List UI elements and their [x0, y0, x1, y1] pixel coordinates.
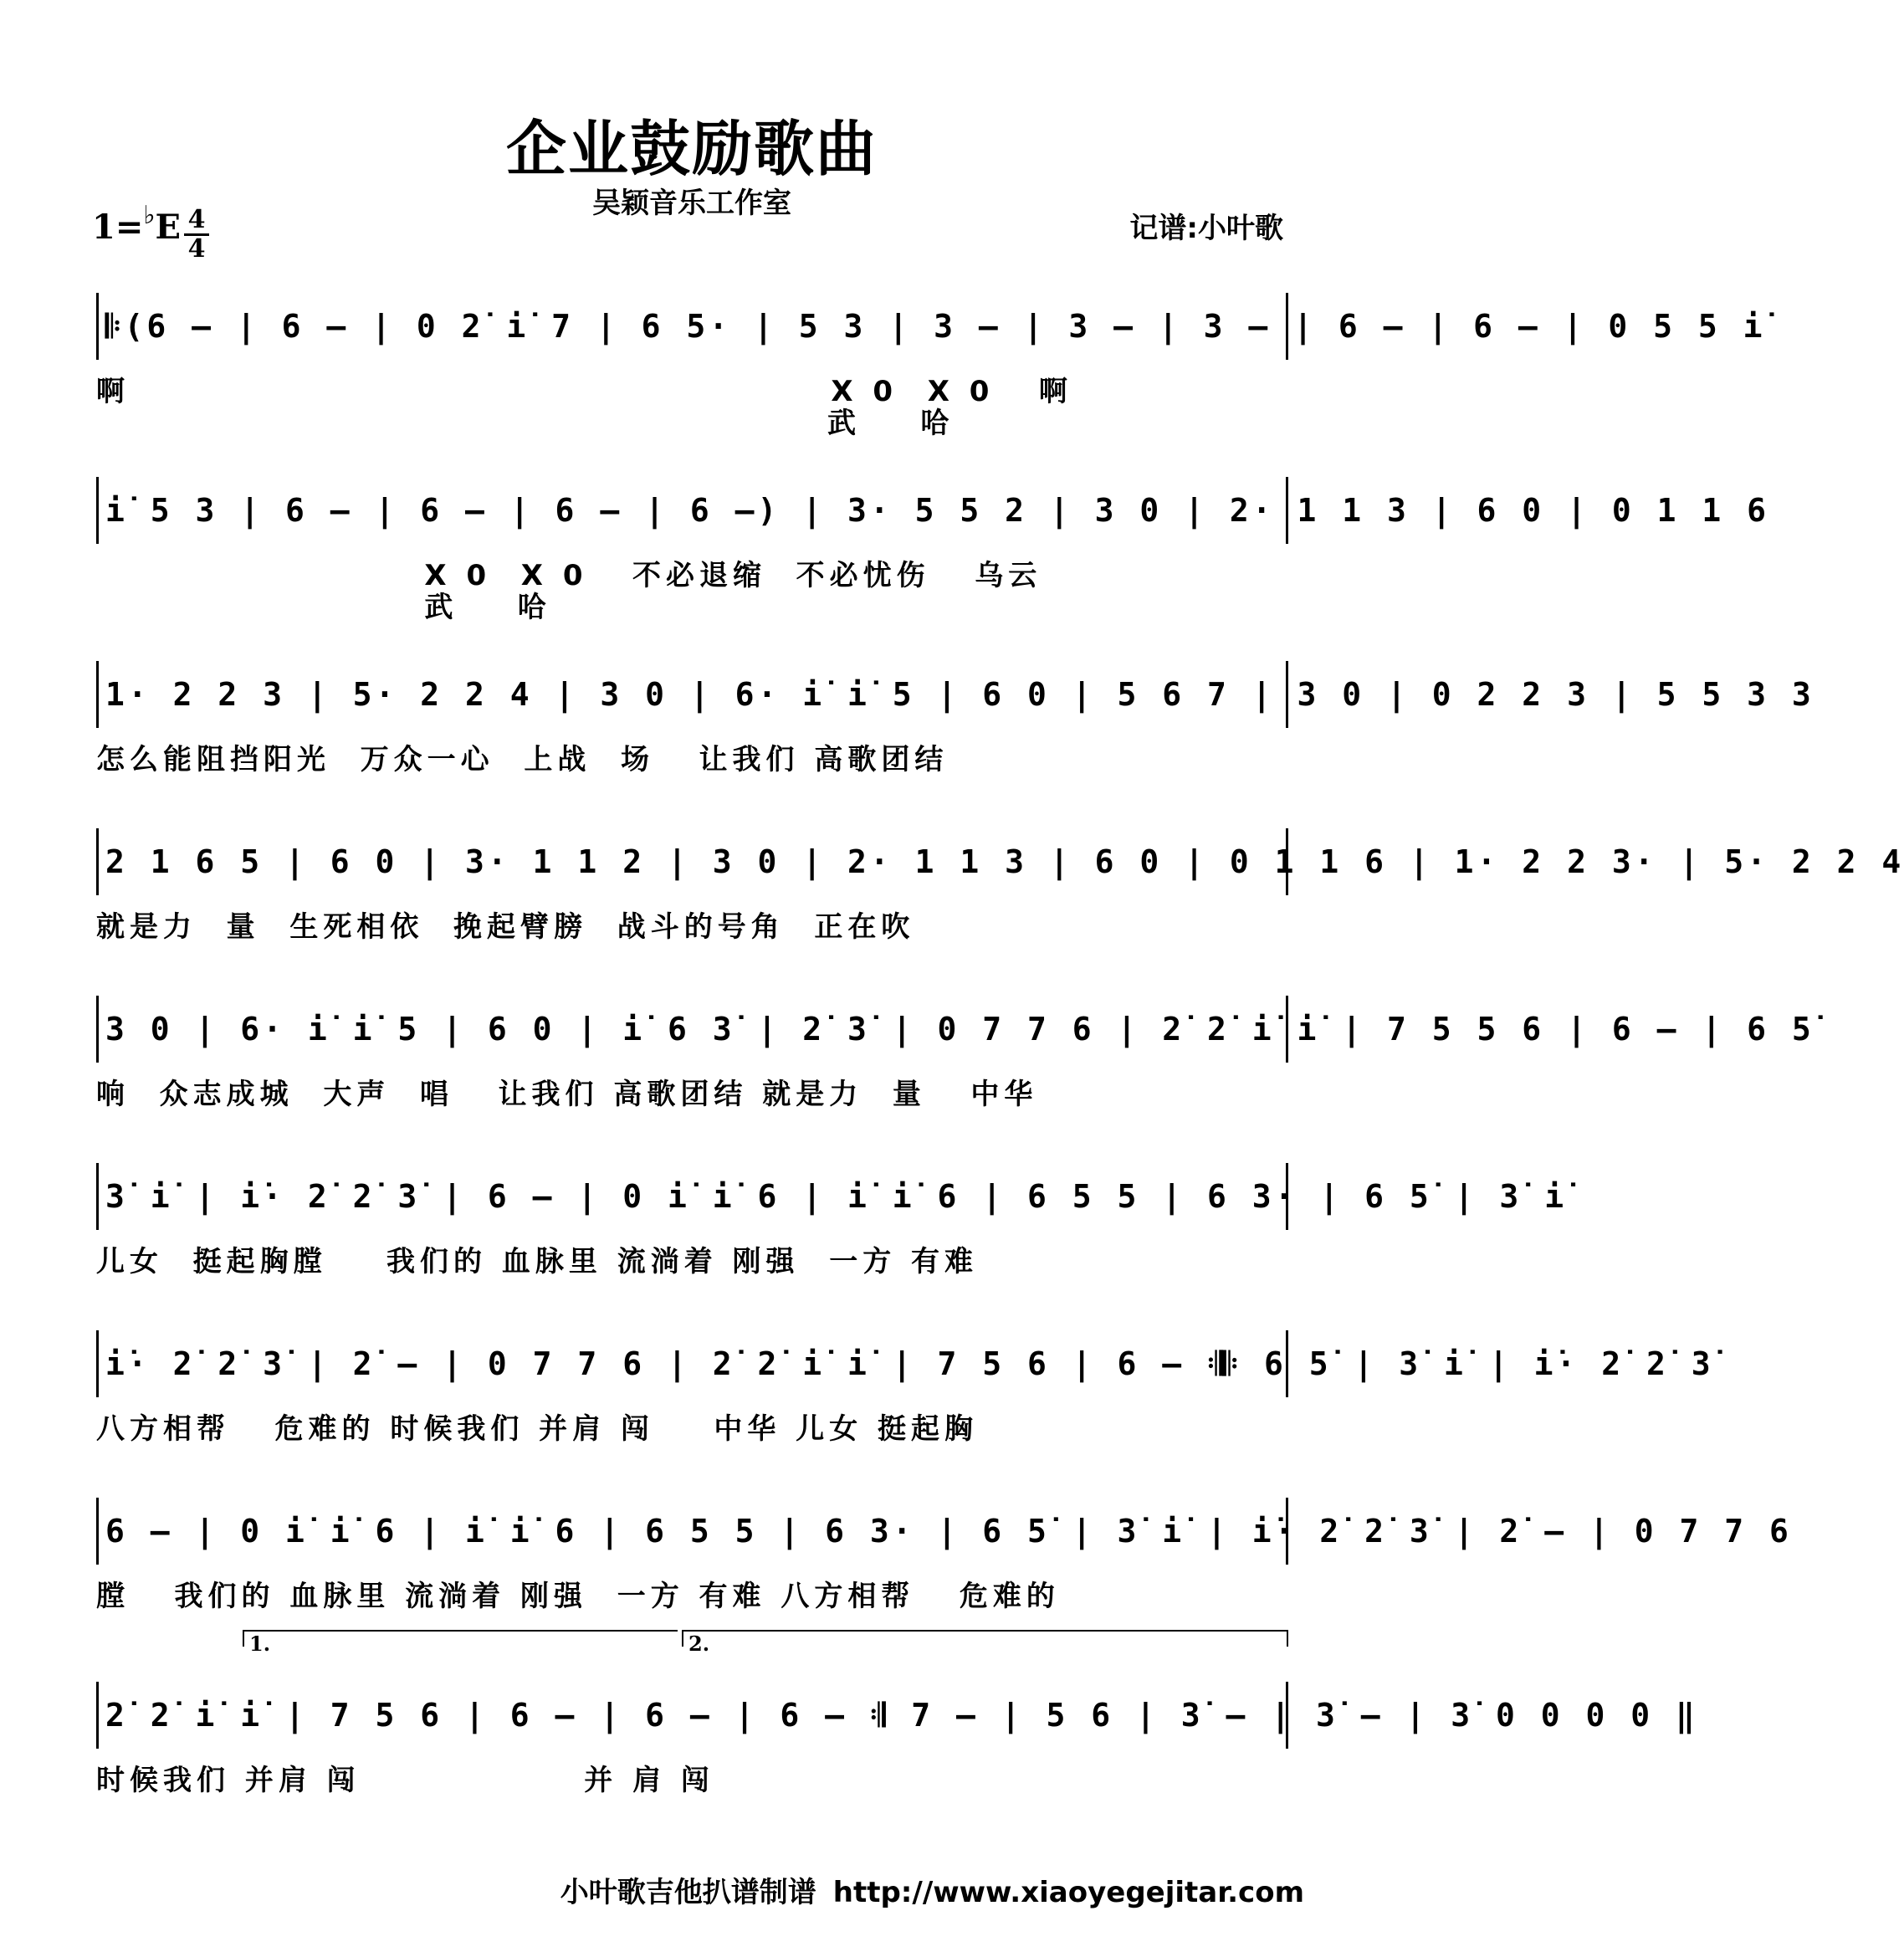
- lyrics-line-2: 武 哈: [96, 407, 955, 440]
- notation-line: 2̇ 2̇ i̇ i̇ | 7 5 6 | 6 – | 6 – | 6 – 𝄇 7 – | 5 6 | 3̇ – | 3̇ – | 3̇ 0 0 0 0 ‖: [96, 1682, 1288, 1749]
- lyrics-line: 响 众志成城 大声 唱 让我们 高歌团结 就是力 量 中华: [96, 1078, 1038, 1111]
- first-ending-bracket: 1.: [243, 1630, 678, 1647]
- lyrics-line: 怎么能阻挡阳光 万众一心 上战 场 让我们 高歌团结: [96, 743, 949, 776]
- notation-line: i̇ 5 3 | 6 – | 6 – | 6 – | 6 –) | 3· 5 5 2 | 3 0 | 2· 1 1 3 | 6 0 | 0 1 1 6: [96, 477, 1288, 544]
- lyrics-line-2: 武 哈: [96, 591, 551, 624]
- notation-line: 3̇ i̇ | i̇· 2̇ 2̇ 3̇ | 6 – | 0 i̇ i̇ 6 | i̇ i̇ 6 | 6 5 5 | 6 3· | 6 5̇ | 3̇ i̇: [96, 1163, 1288, 1230]
- notation-line: 𝄆(6 – | 6 – | 0 2̇ i̇ 7 | 6 5· | 5 3 | 3 – | 3 – | 3 – | 6 – | 6 – | 0 5 5 i̇: [96, 293, 1288, 360]
- key-prefix: 1=: [92, 207, 144, 247]
- credit-text: 小叶歌吉他扒谱制谱: [560, 1876, 816, 1909]
- flat-symbol: ♭: [143, 201, 156, 230]
- transcriber: 记谱:小叶歌: [1129, 212, 1283, 245]
- second-ending-bracket: 2.: [682, 1630, 1288, 1647]
- time-top: 4: [187, 205, 206, 234]
- lyrics-line: 膛 我们的 血脉里 流淌着 刚强 一方 有难 八方相帮 危难的: [96, 1580, 1060, 1613]
- lyrics-line: X 0 X 0 不必退缩 不必忧伤 乌云: [96, 559, 1042, 592]
- lyrics-line: 时候我们 并肩 闯 并 肩 闯: [96, 1764, 714, 1797]
- lyrics-line: 啊 X 0 X 0 啊: [96, 375, 1072, 408]
- notation-line: i̇· 2̇ 2̇ 3̇ | 2̇ – | 0 7 7 6 | 2̇ 2̇ i̇ i̇ | 7 5 6 | 6 – 𝄇𝄆 6 5̇ | 3̇ i̇ | i̇· 2̇ 2̇ 3̇: [96, 1330, 1288, 1397]
- notation-line: 6 – | 0 i̇ i̇ 6 | i̇ i̇ 6 | 6 5 5 | 6 3· | 6 5̇ | 3̇ i̇ | i̇· 2̇ 2̇ 3̇ | 2̇ – | 0 7 7 6: [96, 1498, 1288, 1565]
- lyrics-line: 儿女 挺起胸膛 我们的 血脉里 流淌着 刚强 一方 有难: [96, 1245, 979, 1278]
- site-url[interactable]: http://www.xiaoyegejitar.com: [832, 1876, 1304, 1909]
- notation-line: 2 1 6 5 | 6 0 | 3· 1 1 2 | 3 0 | 2· 1 1 3 | 6 0 | 0 1 1 6 | 1· 2 2 3· | 5· 2 2 4: [96, 828, 1288, 895]
- footer-credit: [544, 1869, 1304, 1910]
- song-title: 企业鼓励歌曲: [505, 114, 878, 184]
- notation-line: 1· 2 2 3 | 5· 2 2 4 | 3 0 | 6· i̇ i̇ 5 | 6 0 | 5 6 7 | 3 0 | 0 2 2 3 | 5 5 3 3: [96, 661, 1288, 728]
- lyrics-line: 就是力 量 生死相依 挽起臂膀 战斗的号角 正在吹: [96, 910, 915, 944]
- key-note: E: [155, 207, 182, 247]
- studio-name: 吴颖音乐工作室: [592, 187, 791, 220]
- time-signature: [184, 207, 209, 262]
- time-bottom: 4: [187, 234, 206, 264]
- lyrics-line: 八方相帮 危难的 时候我们 并肩 闯 中华 儿女 挺起胸: [96, 1412, 979, 1446]
- notation-line: 3 0 | 6· i̇ i̇ 5 | 6 0 | i̇ 6 3̇ | 2̇ 3̇ | 0 7 7 6 | 2̇ 2̇ i̇ i̇ | 7 5 5 6 | 6 – | 6 5̇: [96, 996, 1288, 1063]
- key-signature: [92, 201, 182, 247]
